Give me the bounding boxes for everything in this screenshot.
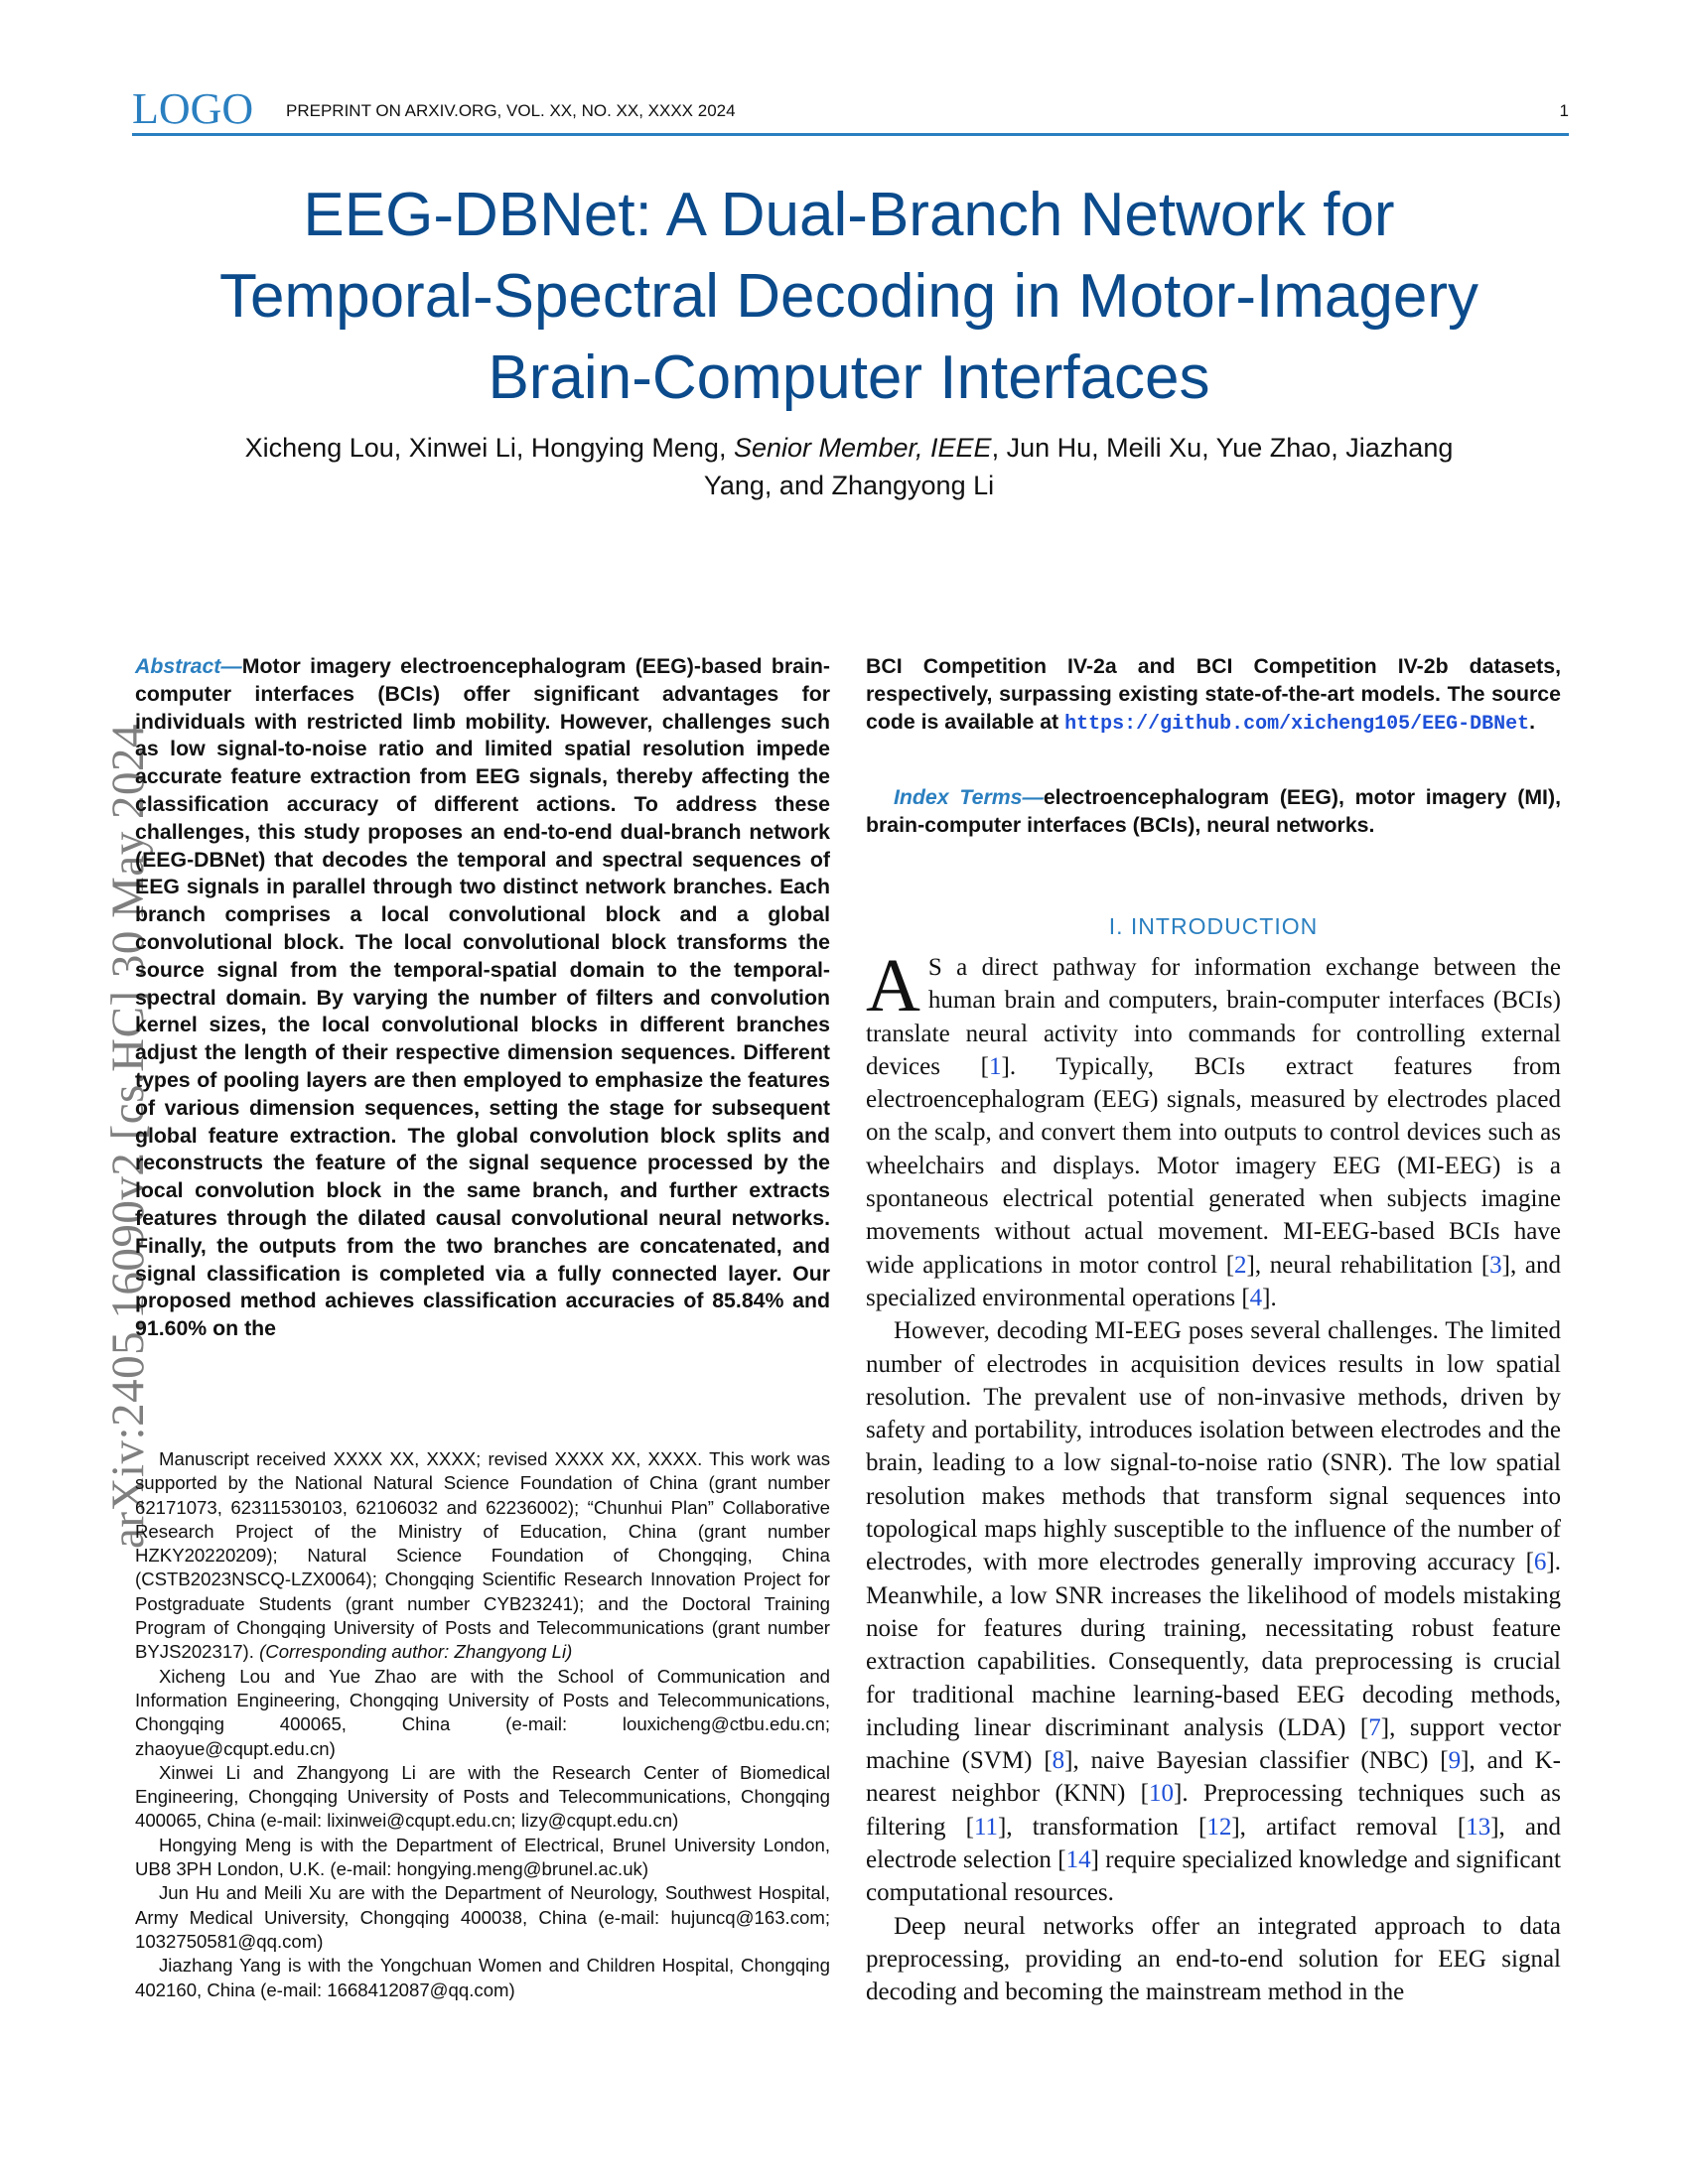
citation-link[interactable]: 10 xyxy=(1149,1780,1174,1808)
corresponding-author-note: (Corresponding author: Zhangyong Li) xyxy=(259,1641,573,1663)
citation-link[interactable]: 4 xyxy=(1249,1284,1263,1311)
funding-footnote xyxy=(135,1447,830,1665)
authors-part-3: Yang, and Zhangyong Li xyxy=(703,471,995,500)
citation-link[interactable]: 12 xyxy=(1206,1813,1232,1841)
arxiv-identifier-stamp: arXiv:2405.16090v2 [cs.HC] 30 May 2024 xyxy=(102,724,154,1549)
abstract-text: Motor imagery electroencephalogram (EEG)-based brain-computer interfaces (BCIs) offer significant advantages for individuals with restricted limb mobility. However, challenges such as low signal-to-noise ratio and limited spatial resolution impede accurate feature extraction from EEG signals, thereby affecting the classification accuracy of different actions. To address these challenges, this study proposes an end-to-end dual-branch network (EEG-DBNet) that decodes the temporal and spectral sequences of EEG signals in parallel through two distinct network branches. Each branch comprises a local convolutional block and a global convolutional block. The local convolutional block transforms the source signal from the temporal-spatial domain to the temporal-spectral domain. By varying the number of filters and convolution kernel sizes, the local convolutional blocks in different branches adjust the length of their respective dimension sequences. Different types of pooling layers are then employed to emphasize the features of various dimension sequences, setting the stage for subsequent global feature extraction. The global convolution block splits and reconstructs the feature of the signal sequence processed by the local convolution block in the same branch, and further extracts features through the dilated causal convolutional neural networks. Finally, the outputs from the two branches are concatenated, and signal classification is completed via a fully connected layer. Our proposed method achieves classification accuracies of 85.84% and 91.60% on the xyxy=(135,654,830,1341)
text-run: ], transformation [ xyxy=(998,1813,1207,1841)
index-terms xyxy=(866,784,1561,840)
text-run: ], and electrode selection [ xyxy=(866,1813,1562,1874)
citation-link[interactable]: 2 xyxy=(1234,1251,1247,1279)
abstract-label: Abstract— xyxy=(135,654,242,678)
affiliation-footnote-5: Jiazhang Yang is with the Yongchuan Women and Children Hospital, Chongqing 402160, China (e-mail: 1668412087@qq.com) xyxy=(135,1955,830,2000)
affiliation-footnote-2: Xinwei Li and Zhangyong Li are with the Research Center of Biomedical Engineering, Chongqing University of Posts and Telecommunications, Chongqing 400065, China (e-mail: lixinwei@cqupt.edu.cn; lizy@cqupt.edu.cn) xyxy=(135,1761,830,1832)
text-run: ]. xyxy=(1262,1284,1277,1311)
text-run: ], and K-nearest neighbor (KNN) [ xyxy=(866,1747,1561,1808)
abstract-continuation xyxy=(866,653,1561,738)
title-line-2: Temporal-Spectral Decoding in Motor-Imagery xyxy=(218,262,1479,331)
abstract-end: . xyxy=(1529,709,1536,734)
abstract xyxy=(135,653,830,1343)
citation-link[interactable]: 6 xyxy=(1533,1549,1547,1576)
text-run: S a direct pathway for information exchange between the human brain and computers, brain-computer interfaces (BCIs) translate neural activity into commands for controlling external devices [ xyxy=(866,954,1561,1080)
text-run: ]. Preprocessing techniques such as filtering [ xyxy=(866,1780,1561,1841)
citation-link[interactable]: 9 xyxy=(1448,1747,1462,1775)
authors-part-1: Xicheng Lou, Xinwei Li, Hongying Meng, xyxy=(244,433,734,463)
intro-paragraph-1 xyxy=(866,944,1562,1314)
index-terms-label: Index Terms— xyxy=(894,785,1044,809)
source-code-link[interactable]: https://github.com/xicheng105/EEG-DBNet xyxy=(1064,712,1530,736)
affiliation-footnote-3: Hongying Meng is with the Department of Electrical, Brunel University London, UB8 3PH London, U.K. (e-mail: hongying.meng@brunel.ac.uk) xyxy=(135,1834,830,1880)
citation-link[interactable]: 7 xyxy=(1368,1713,1381,1741)
text-run: ], neural rehabilitation [ xyxy=(1246,1251,1490,1279)
text-run: ], artifact removal [ xyxy=(1231,1813,1467,1841)
funding-text: Manuscript received XXXX XX, XXXX; revised XXXX XX, XXXX. This work was supported by the National Natural Science Foundation of China (grant number 62171073, 62311530103, 62106032 and 62236002); “Chunhui Plan” Collaborative Research Project of the Ministry of Education, China (grant number HZKY20220209); Natural Science Foundation of Chongqing, China (CSTB2023NSCQ-LZX0064); Chongqing Scientific Research Innovation Project for Postgraduate Students (grant number CYB23241); and the Doctoral Training Program of Chongqing University of Posts and Telecommunications (grant number BYJS202317). xyxy=(135,1448,830,1663)
affiliation-footnote-1: Xicheng Lou and Yue Zhao are with the School of Communication and Information Engineering, Chongqing University of Posts and Telecommunications, Chongqing 400065, China (e-mail: louxicheng@ctbu.edu.cn; zhaoyue@cqupt.edu.cn) xyxy=(135,1665,830,1759)
title-line-3: Brain-Computer Interfaces xyxy=(488,343,1210,412)
text-run: ], and specialized environmental operations [ xyxy=(866,1251,1562,1311)
text-run: ] require specialized knowledge and significant computational resources. xyxy=(866,1846,1561,1907)
authors-part-2: , Jun Hu, Meili Xu, Yue Zhao, Jiazhang xyxy=(991,433,1454,463)
drop-cap: A xyxy=(866,944,920,1027)
text-run: However, decoding MI-EEG poses several challenges. The limited number of electrodes in acquisition devices results in low spatial resolution. The prevalent use of non-invasive methods, driven by safety and portability, introduces isolation between electrodes and the brain, leading to a low signal-to-noise ratio (SNR). The low spatial resolution makes methods that transform signal sequences into topological maps highly susceptible to the influence of the number of electrodes, with more electrodes generally improving accuracy [ xyxy=(866,1317,1561,1576)
page-header xyxy=(132,85,1569,136)
section-heading-introduction: I. INTRODUCTION xyxy=(1108,913,1319,939)
intro-paragraph-3: Deep neural networks offer an integrated approach to data preprocessing, providing an end-to-end solution for EEG signal decoding and becoming the mainstream method in the xyxy=(866,1912,1561,2006)
citation-link[interactable]: 11 xyxy=(973,1813,999,1841)
affiliation-footnote-4: Jun Hu and Meili Xu are with the Department of Neurology, Southwest Hospital, Army Medical University, Chongqing 400038, China (e-mail: hujuncq@163.com; 1032750581@qq.com) xyxy=(135,1882,830,1952)
text-run: ], naive Bayesian classifier (NBC) [ xyxy=(1064,1747,1449,1775)
author-role: Senior Member, IEEE xyxy=(733,433,992,463)
citation-link[interactable]: 8 xyxy=(1052,1747,1065,1775)
index-terms-text: electroencephalogram (EEG), motor imagery (MI), brain-computer interfaces (BCIs), neural networks. xyxy=(866,785,1561,837)
citation-link[interactable]: 14 xyxy=(1065,1846,1091,1874)
title-line-1: EEG-DBNet: A Dual-Branch Network for xyxy=(303,181,1395,249)
author-list xyxy=(129,429,1569,504)
paper-title xyxy=(129,175,1569,419)
abstract-continuation-text: BCI Competition IV-2a and BCI Competition IV-2b datasets, respectively, surpassing existing state-of-the-art models. The source code is available at xyxy=(866,654,1561,734)
intro-paragraph-2 xyxy=(866,1314,1561,1909)
citation-link[interactable]: 1 xyxy=(989,1052,1002,1080)
citation-link[interactable]: 3 xyxy=(1489,1251,1502,1279)
text-run: ]. Typically, BCIs extract features from electroencephalogram (EEG) signals, measured by electrodes placed on the scalp, and convert them into outputs to control devices such as wheelchairs and displays. Motor imagery EEG (MI-EEG) is a spontaneous electrical potential generated when subjects imagine movements without actual movement. MI-EEG-based BCIs have wide applications in motor control [ xyxy=(866,1052,1561,1279)
text-run: ], support vector machine (SVM) [ xyxy=(866,1713,1561,1775)
footnotes xyxy=(135,1447,830,2002)
journal-logo: LOGO xyxy=(132,84,254,133)
introduction-body xyxy=(866,944,1562,2009)
citation-link[interactable]: 13 xyxy=(1466,1813,1491,1841)
page-number: 1 xyxy=(1559,101,1569,120)
running-head: PREPRINT ON ARXIV.ORG, VOL. XX, NO. XX, XXXX 2024 xyxy=(286,101,736,120)
text-run: ]. Meanwhile, a low SNR increases the likelihood of models mistaking noise for features during training, necessitating robust feature extraction capabilities. Consequently, data preprocessing is crucial for traditional machine learning-based EEG decoding methods, including linear discriminant analysis (LDA) [ xyxy=(866,1549,1561,1741)
